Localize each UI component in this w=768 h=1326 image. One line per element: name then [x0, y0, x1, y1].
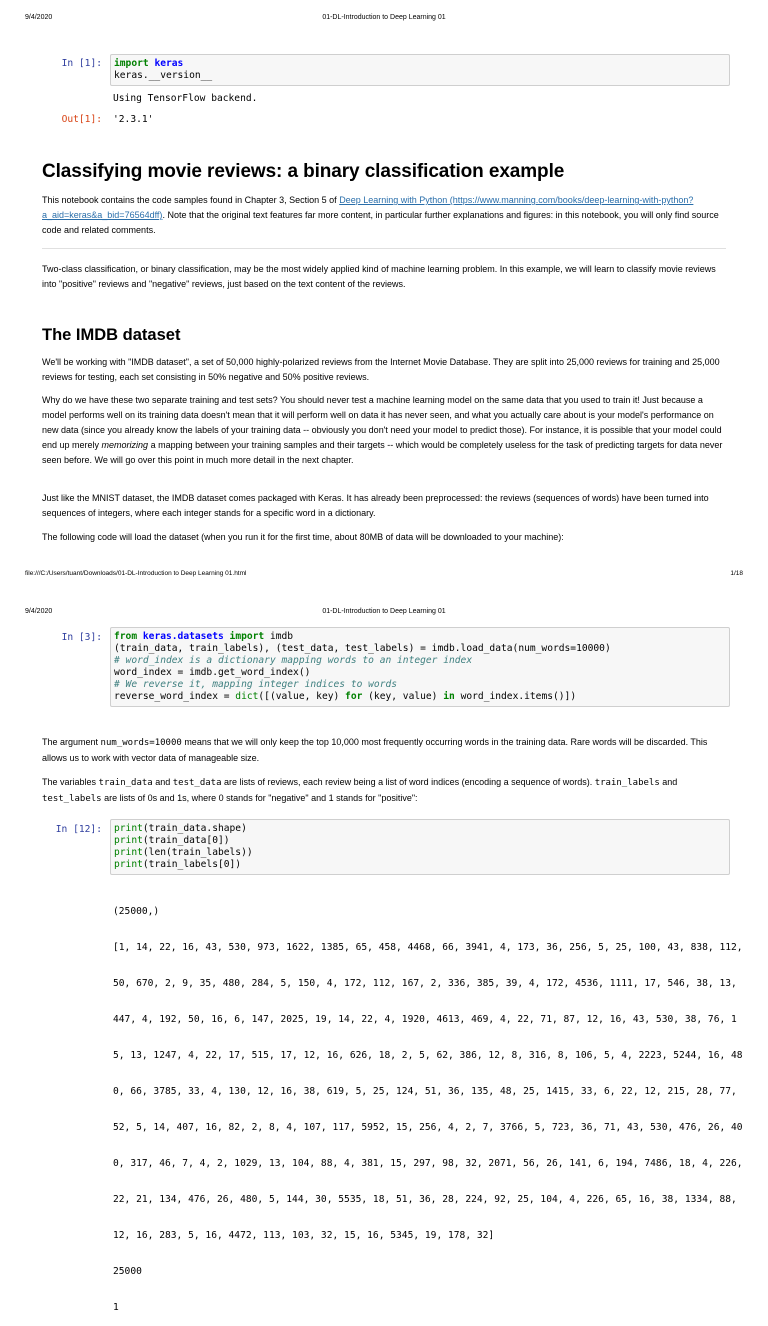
- text: means that we will only keep the top 10,000 most frequently occurring words in the training data. Rare words will be discarded. This allows us to work with vector data of manageable size.: [42, 737, 708, 763]
- print-date: 9/4/2020: [25, 608, 53, 615]
- builtin: print: [114, 859, 143, 870]
- inline-code: num_words=10000: [100, 738, 182, 748]
- text: a mapping between your training samples and their targets -- which would be completely useless for the task of predicting targets for data never seen before. We will go over this point in much more detail in the next chapter.: [42, 440, 723, 465]
- inline-code: train_labels: [594, 778, 660, 788]
- imdb-paragraph-1: We'll be working with "IMDB dataset", a set of 50,000 highly-polarized reviews from the Internet Movie Database. They are split into 25,000 reviews for training and 25,000 reviews for testing, each set consisting in 50% negative and 50% positive reviews.: [42, 357, 720, 382]
- output-line: 25000: [113, 1266, 142, 1277]
- execute-result: '2.3.1': [113, 114, 154, 125]
- text: and: [659, 777, 678, 787]
- code-text: ([(value, key): [258, 691, 346, 702]
- code-text: imdb: [264, 631, 294, 642]
- imdb-paragraph-3: Just like the MNIST dataset, the IMDB dataset comes packaged with Keras. It has already been preprocessed: the reviews (sequences of words) have been turned into sequences of integers, where each integer stands for a specific word in a dictionary.: [42, 493, 709, 518]
- output-line: 22, 21, 134, 476, 26, 480, 5, 144, 30, 5535, 18, 51, 36, 28, 224, 92, 25, 104, 4, 226, 65, 16, 38, 1334, 88,: [113, 1194, 737, 1205]
- input-prompt: In [3]:: [61, 632, 102, 643]
- stream-output: Using TensorFlow backend.: [113, 93, 258, 104]
- text: Why do we have these two separate training and test sets? You should never test a machine learning model on the same data that you used to train it! Just because a model performs well on its training data doesn't mean that it will perform well on data it has never seen, and what you actually care about is your model's performance on new data (since you already know the labels of your training data -- obviously you don't need your model to predict those). For instance, it is possible that your model could end up merely: [42, 395, 722, 450]
- code-line: [114, 859, 726, 871]
- code-text: (train_data[0]): [142, 835, 230, 846]
- code-comment: # word_index is a dictionary mapping words to an integer index: [114, 655, 473, 666]
- code-line: [114, 835, 726, 847]
- output-line: 12, 16, 283, 5, 16, 4472, 113, 103, 32, 15, 16, 5345, 19, 178, 32]: [113, 1230, 495, 1241]
- code-text: reverse_word_index =: [114, 691, 236, 702]
- intro-paragraph: [42, 193, 726, 238]
- num-words-paragraph: [42, 735, 726, 766]
- inline-code: train_data: [98, 778, 153, 788]
- imdb-paragraph-4: The following code will load the dataset (when you run it for the first time, about 80MB of data will be downloaded to your machine):: [42, 532, 564, 542]
- text: and: [152, 777, 173, 787]
- output-line: 0, 317, 46, 7, 4, 2, 1029, 13, 104, 88, 4, 381, 15, 297, 98, 32, 2071, 56, 26, 141, 6, 194, 7486, 18, 4, 226,: [113, 1158, 743, 1169]
- code-line: [114, 823, 726, 835]
- output-line: (25000,): [113, 906, 160, 917]
- builtin: print: [114, 835, 143, 846]
- inline-code: test_labels: [42, 794, 102, 804]
- builtin: print: [114, 847, 143, 858]
- binary-classification-paragraph: Two-class classification, or binary classification, may be the most widely applied kind of machine learning problem. In this example, we will learn to classify movie reviews into "positive" reviews and "negative" reviews, just based on the text content of the reviews.: [42, 264, 716, 289]
- print-date: 9/4/2020: [25, 14, 53, 21]
- divider: [42, 248, 726, 249]
- text: are lists of reviews, each review being a list of word indices (encoding a sequence of words).: [221, 777, 595, 787]
- variables-paragraph: [42, 775, 726, 807]
- cell-12-output: [113, 882, 743, 1326]
- keyword: in: [443, 691, 455, 702]
- emphasis: memorizing: [101, 440, 149, 450]
- output-line: [1, 14, 22, 16, 43, 530, 973, 1622, 1385, 65, 458, 4468, 66, 3941, 4, 173, 36, 256, 5, 25, 100, 43, 838, 112,: [113, 942, 743, 953]
- text: are lists of 0s and 1s, where 0 stands for "negative" and 1 stands for "positive":: [101, 793, 418, 803]
- output-line: 447, 4, 192, 50, 16, 6, 147, 2025, 19, 14, 22, 4, 1920, 4613, 469, 4, 22, 71, 87, 12, 16, 43, 530, 38, 76, 1: [113, 1014, 737, 1025]
- output-line: 52, 5, 14, 407, 16, 82, 2, 8, 4, 107, 117, 5952, 15, 256, 4, 2, 7, 3766, 5, 723, 36, 71, 43, 530, 476, 26, 40: [113, 1122, 743, 1133]
- code-text: word_index.items()]): [454, 691, 577, 702]
- output-line: 5, 13, 1247, 4, 22, 17, 515, 17, 12, 16, 626, 18, 2, 5, 62, 386, 12, 8, 316, 8, 106, 5, 4, 2223, 5244, 16, 48: [113, 1050, 743, 1061]
- builtin: print: [114, 823, 143, 834]
- inline-code: test_data: [172, 778, 222, 788]
- code-line: keras.__version__: [114, 70, 213, 81]
- intro-text-cont: . Note that the original text features far more content, in particular further explanations and figures: in this notebook, you will only find source code and related comments.: [42, 210, 719, 235]
- print-title: 01-DL-Introduction to Deep Learning 01: [322, 608, 446, 615]
- keyword: import: [229, 631, 265, 642]
- module-name: keras.datasets: [142, 631, 224, 642]
- code-line: word_index = imdb.get_word_index(): [114, 667, 311, 678]
- file-path: file:///C:/Users/tuant/Downloads/01-DL-Introduction to Deep Learning 01.html: [25, 570, 247, 577]
- code-text: (train_data.shape): [142, 823, 247, 834]
- code-cell-1[interactable]: [110, 54, 730, 86]
- text: The argument: [42, 737, 101, 747]
- book-link[interactable]: Deep Learning with Python (https://www.manning.com/books/deep-learning-with-python?a_aid=keras&a_bid=76564dff): [42, 195, 694, 220]
- input-prompt: In [1]:: [61, 58, 102, 69]
- keyword: for: [345, 691, 363, 702]
- input-prompt: In [12]:: [55, 824, 102, 835]
- code-cell-3[interactable]: [110, 627, 730, 707]
- keyword: from: [114, 631, 138, 642]
- notebook-title: Classifying movie reviews: a binary classification example: [42, 161, 565, 182]
- code-comment: # We reverse it, mapping integer indices to words: [114, 679, 398, 690]
- code-text: (key, value): [362, 691, 444, 702]
- print-title: 01-DL-Introduction to Deep Learning 01: [322, 14, 446, 21]
- output-line: 0, 66, 3785, 33, 4, 130, 12, 16, 38, 619, 5, 25, 124, 51, 36, 135, 48, 25, 1415, 33, 6, 22, 12, 215, 28, 77,: [113, 1086, 737, 1097]
- text: The variables: [42, 777, 99, 787]
- keyword: import: [114, 58, 149, 69]
- intro-text: This notebook contains the code samples found in Chapter 3, Section 5 of: [42, 195, 340, 205]
- code-line: [114, 631, 726, 643]
- output-line: 1: [113, 1302, 119, 1313]
- imdb-heading: The IMDB dataset: [42, 326, 181, 344]
- code-text: (len(train_labels)): [142, 847, 253, 858]
- code-cell-12[interactable]: [110, 819, 730, 875]
- code-line: [114, 58, 726, 70]
- builtin: dict: [235, 691, 259, 702]
- code-text: (train_labels[0]): [142, 859, 242, 870]
- module-name: keras: [154, 58, 184, 69]
- output-line: 50, 670, 2, 9, 35, 480, 284, 5, 150, 4, 172, 112, 167, 2, 336, 385, 39, 4, 172, 4536, 1111, 17, 546, 38, 13,: [113, 978, 737, 989]
- code-line: (train_data, train_labels), (test_data, test_labels) = imdb.load_data(num_words=10000): [114, 643, 611, 654]
- page-number: 1/18: [730, 570, 743, 577]
- code-line: [114, 691, 726, 703]
- imdb-paragraph-2: [42, 393, 726, 468]
- output-prompt: Out[1]:: [61, 114, 102, 125]
- code-line: [114, 847, 726, 859]
